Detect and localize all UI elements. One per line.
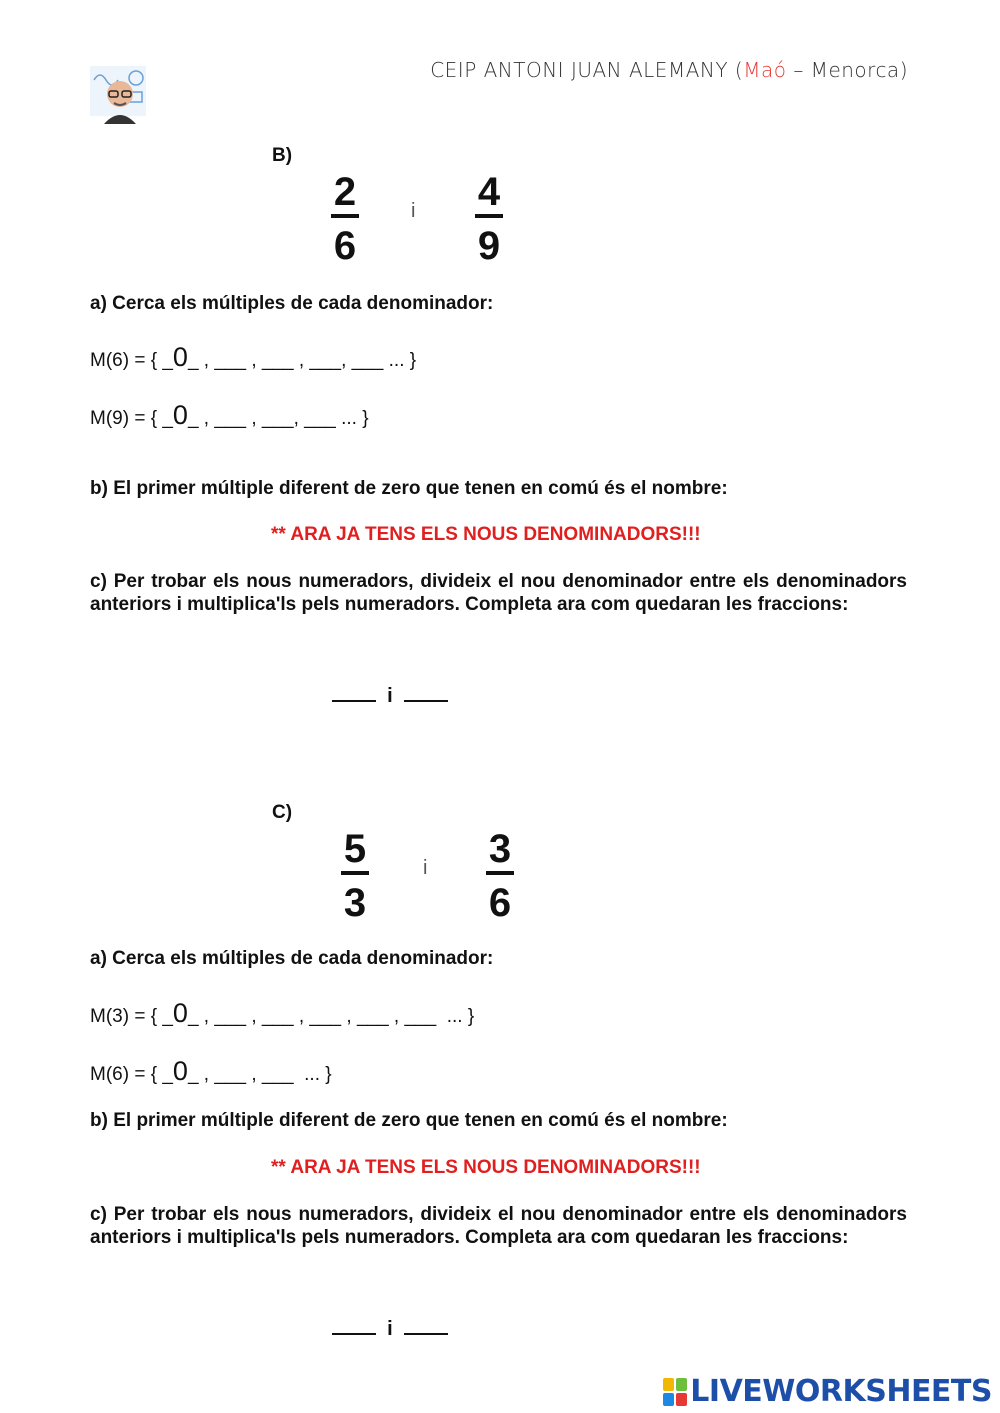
fraction-right xyxy=(475,172,503,266)
teacher-avatar-icon xyxy=(88,60,152,124)
answer-blank[interactable] xyxy=(332,1333,376,1335)
fraction-connector: i xyxy=(411,200,416,222)
fraction-left xyxy=(331,172,359,266)
fraction-right xyxy=(486,829,514,923)
question-c: c) Per trobar els nous numeradors, divideix el nou denominador entre els denominadors anteriors i multiplica'ls pels numeradors. Completa ara com quedaran les fraccions: xyxy=(90,1204,907,1248)
fraction-denominator: 9 xyxy=(477,224,501,268)
liveworksheets-brand xyxy=(663,1374,992,1409)
fraction-denominator: 3 xyxy=(343,881,367,925)
answer-blanks[interactable]: i xyxy=(332,1318,448,1341)
answer-blanks[interactable]: i xyxy=(332,685,448,708)
multiples-line[interactable]: M(6) = { _0_ , ___ , ___ ... } xyxy=(90,1056,332,1086)
fraction-numerator: 3 xyxy=(486,829,514,875)
fraction-numerator: 2 xyxy=(331,172,359,218)
question-a: a) Cerca els múltiples de cada denominador: xyxy=(90,948,494,969)
highlight-note: ** ARA JA TENS ELS NOUS DENOMINADORS!!! xyxy=(271,1157,701,1178)
multiples-line[interactable]: M(6) = { _0_ , ___ , ___ , ___, ___ ... } xyxy=(90,342,417,372)
section-label: B) xyxy=(272,145,293,166)
multiples-line[interactable]: M(3) = { _0_ , ___ , ___ , ___ , ___ , ___ ... } xyxy=(90,998,475,1028)
answer-blank[interactable] xyxy=(404,700,448,702)
fraction-numerator: 5 xyxy=(341,829,369,875)
fraction-numerator: 4 xyxy=(475,172,503,218)
question-c: c) Per trobar els nous numeradors, divideix el nou denominador entre els denominadors anteriors i multiplica'ls pels numeradors. Completa ara com quedaran les fraccions: xyxy=(90,571,907,615)
question-a: a) Cerca els múltiples de cada denominador: xyxy=(90,293,494,314)
question-b: b) El primer múltiple diferent de zero que tenen en comú és el nombre: xyxy=(90,478,728,499)
brand-name: LIVEWORKSHEETS xyxy=(690,1374,992,1409)
answer-blank[interactable] xyxy=(332,700,376,702)
section-label: C) xyxy=(272,802,293,823)
liveworksheets-logo-icon xyxy=(663,1378,687,1406)
highlight-note: ** ARA JA TENS ELS NOUS DENOMINADORS!!! xyxy=(271,524,701,545)
answer-blank[interactable] xyxy=(404,1333,448,1335)
school-city: Maó xyxy=(743,58,787,82)
question-b: b) El primer múltiple diferent de zero que tenen en comú és el nombre: xyxy=(90,1110,728,1131)
fraction-denominator: 6 xyxy=(333,224,357,268)
fraction-connector: i xyxy=(423,857,428,879)
fraction-denominator: 6 xyxy=(488,881,512,925)
multiples-line[interactable]: M(9) = { _0_ , ___ , ___, ___ ... } xyxy=(90,400,369,430)
school-name: CEIP ANTONI JUAN ALEMANY (Maó – Menorca) xyxy=(430,58,908,82)
fraction-left xyxy=(341,829,369,923)
